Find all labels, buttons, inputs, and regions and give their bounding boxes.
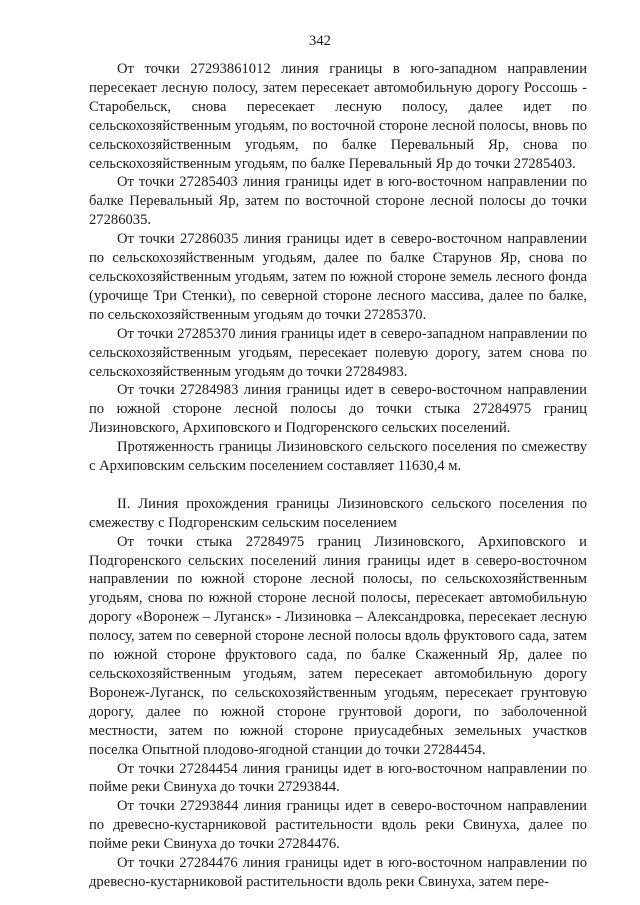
paragraph: От точки 27286035 линия границы идет в северо-восточном направлении по сельскохозяйственным угодьям, далее по балке Старунов Яр, снова по сельскохозяйственным угодьям, затем по южной стороне земель лесного фонда (урочище Три Стенки), по северной стороне лесного массива, далее по балке, по сельскохозяйственным угодьям до точки 27285370. (89, 231, 587, 323)
paragraph: От точки 27285403 линия границы идет в юго-восточном направлении по балке Перевальный Яр, затем по восточной стороне лесной полосы до точки 27286035. (89, 174, 587, 229)
document-body (89, 60, 587, 892)
paragraph: От точки 27284454 линия границы идет в юго-восточном направлении по пойме реки Свинуха до точки 27293844. (89, 760, 587, 796)
section-heading: II. Линия прохождения границы Лизиновского сельского поселения по смежеству с Подгоренским сельским поселением (89, 495, 587, 531)
paragraph: От точки 27285370 линия границы идет в северо-западном направлении по сельскохозяйственным угодьям, пересекает полевую дорогу, затем снова по сельскохозяйственным угодьям до точки 27284983. (89, 325, 587, 380)
page-number: 342 (309, 33, 331, 49)
paragraph: От точки 27284983 линия границы идет в северо-восточном направлении по южной стороне лесной полосы до точки стыка 27284975 границ Лизиновского, Архиповского и Подгоренского сельских поселений. (89, 382, 587, 437)
paragraph: От точки 27293844 линия границы идет в северо-восточном направлении по древесно-кустарниковой растительности вдоль реки Свинуха, далее по пойме реки Свинуха до точки 27284476. (89, 798, 587, 853)
paragraph-boundary-length: Протяженность границы Лизиновского сельского поселения по смежеству с Архиповским сельским поселением составляет 11630,4 м. (89, 439, 587, 475)
paragraph: От точки 27284476 линия границы идет в юго-восточном направлении по древесно-кустарниковой растительности вдоль реки Свинуха, затем пере- (89, 855, 587, 890)
paragraph: От точки стыка 27284975 границ Лизиновского, Архиповского и Подгоренского сельских поселений линия границы идет в северо-восточном направлении по южной стороне лесной полосы, по сельскохозяйственным угодьям, снова по южной стороне лесной полосы, пересекает автомобильную дорогу «Воронеж – Луганск» - Лизиновка – Александровка, пересекает лесную полосу, затем по северной стороне лесной полосы вдоль фруктового сада, затем по южной стороне фруктового сада, по балке Скаженный Яр, далее по сельскохозяйственным угодьям, затем пересекает автомобильную дорогу Воронеж-Луганск, по сельскохозяйственным угодьям, пересекает грунтовую дорогу, далее по южной стороне грунтовой дороги, по заболоченной местности, затем по южной стороне приусадебных земельных участков поселка Опытной плодово-ягодной станции до точки 27284454. (89, 533, 587, 758)
paragraph: От точки 27293861012 линия границы в юго-западном направлении пересекает лесную полосу, затем пересекает автомобильную дорогу Россошь - Старобельск, снова пересекает лесную полосу, далее идет по сельскохозяйственным угодьям, по восточной стороне лесной полосы, вновь по сельскохозяйственным угодьям, по балке Перевальный Яр, снова по сельскохозяйственным угодьям, по балке Перевальный Яр до точки 27285403. (89, 61, 587, 172)
